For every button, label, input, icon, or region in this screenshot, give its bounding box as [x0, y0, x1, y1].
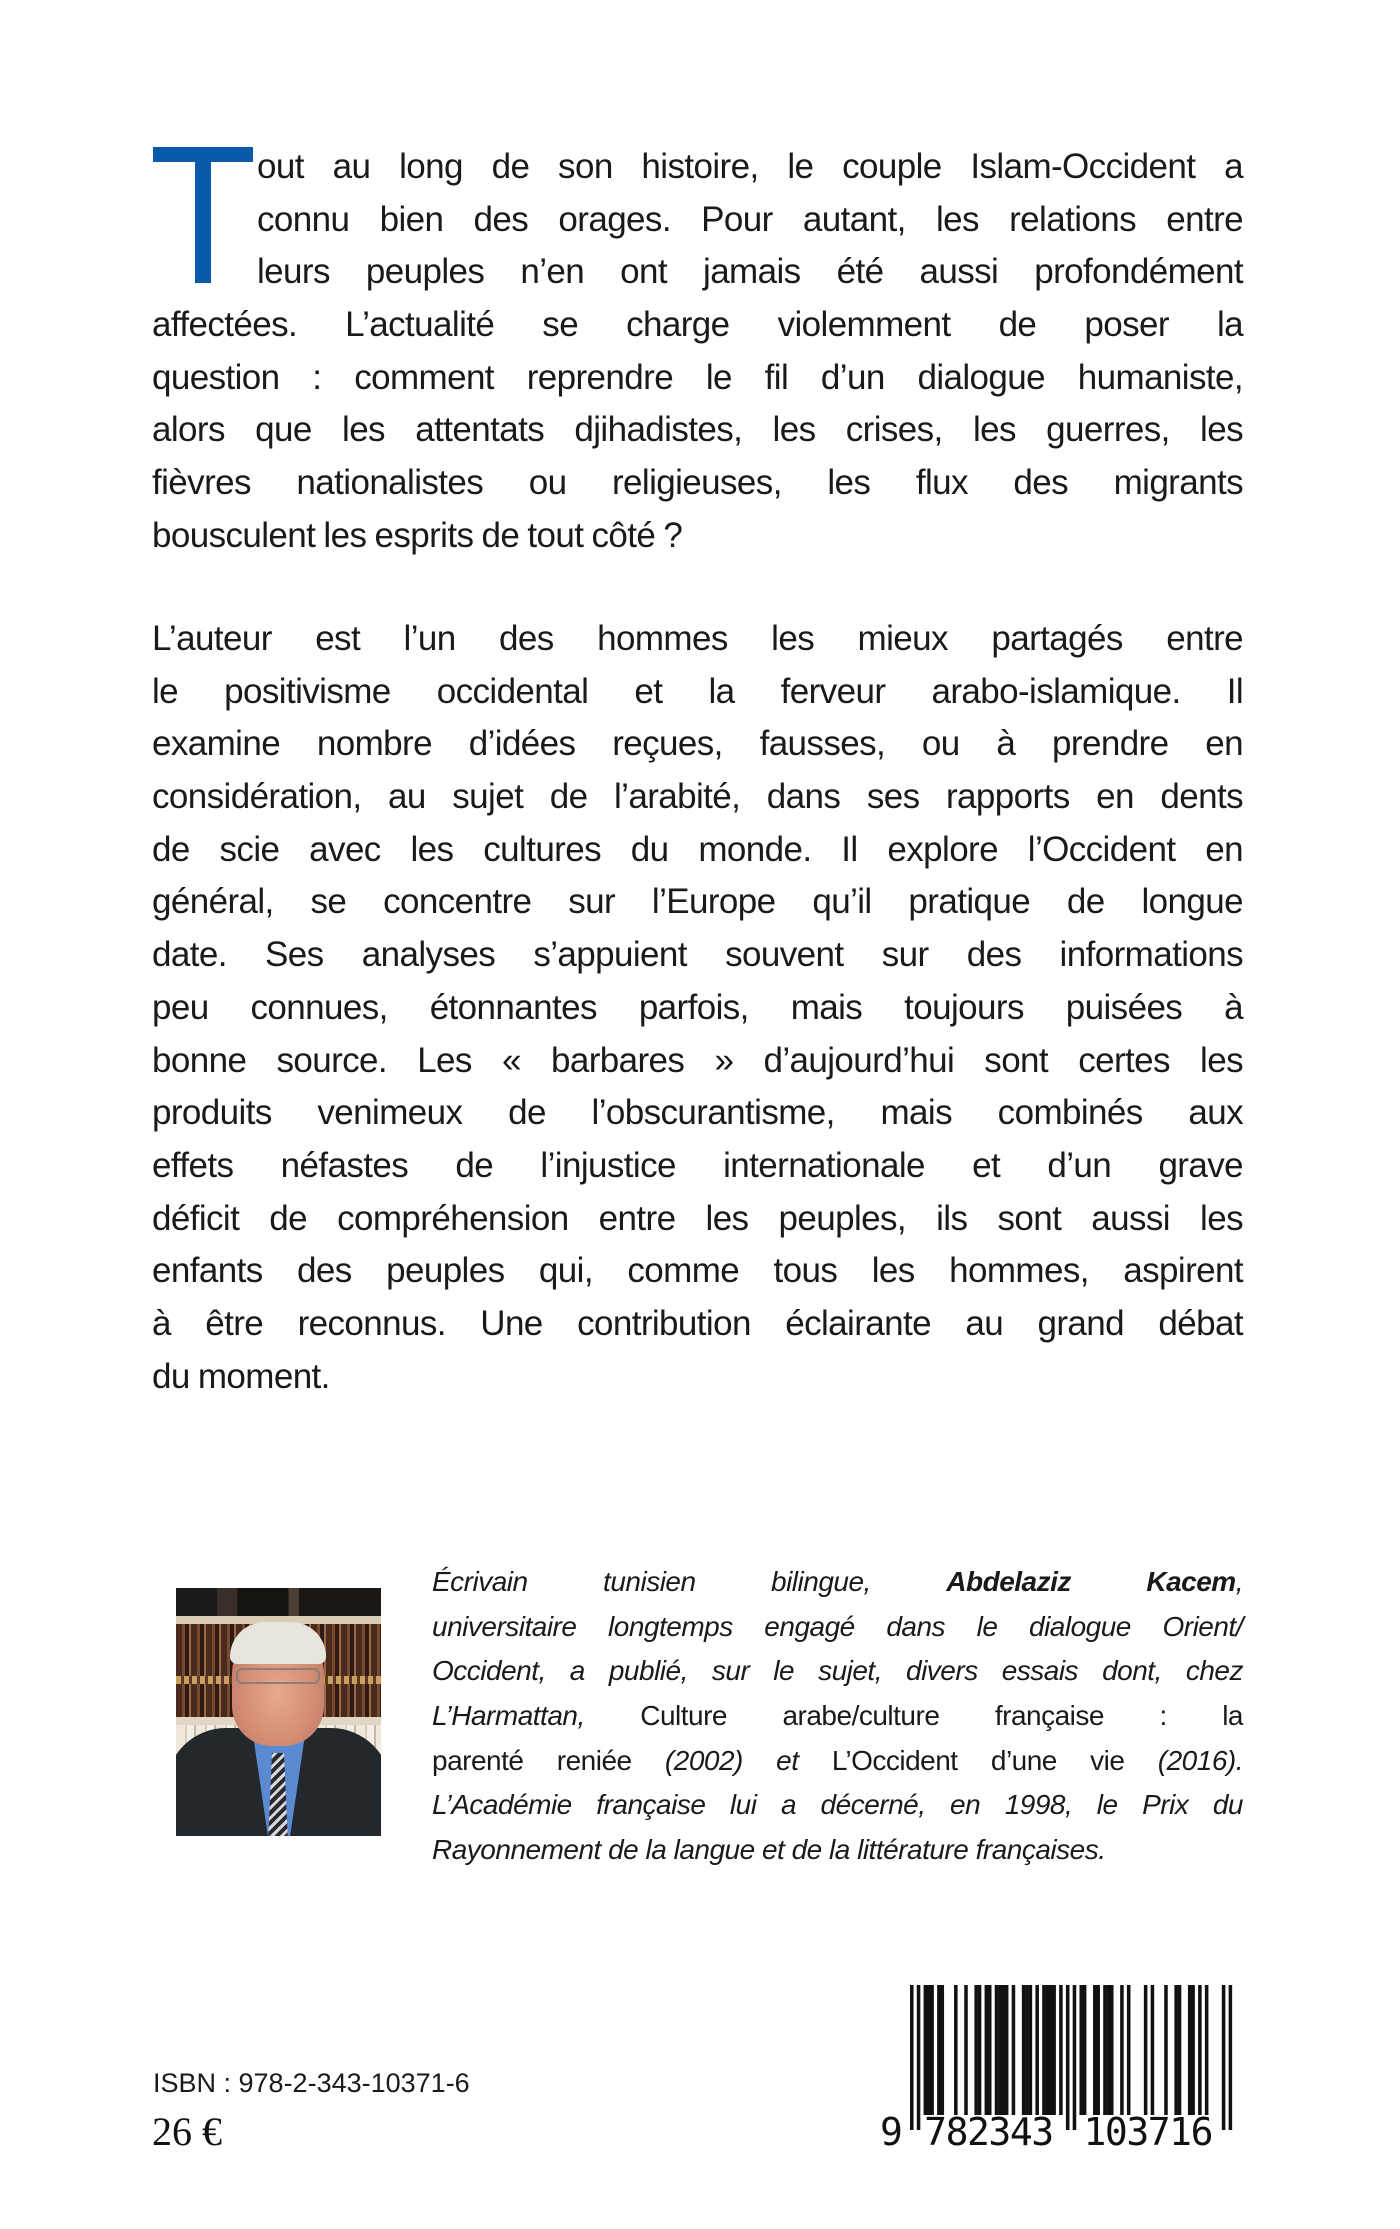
text-line: du moment. — [152, 1356, 330, 1396]
publisher-name: L’Harmattan, — [432, 1700, 585, 1732]
text-line: bousculent les esprits de tout côté ? — [152, 515, 683, 555]
book-title: L’Occident d’une vie — [798, 1744, 1158, 1776]
bio-line: L’Académie française lui a décerné, en 1998, le Prix du — [432, 1789, 1243, 1821]
text-line: leurs peuples n’en ont jamais été aussi profondément — [257, 252, 1243, 292]
bio-line — [432, 1739, 1243, 1784]
text-line: examine nombre d’idées reçues, fausses, ou à prendre en — [152, 724, 1243, 764]
text-line: enfants des peuples qui, comme tous les hommes, aspirent — [152, 1251, 1243, 1291]
text-line: considération, au sujet de l’arabité, dans ses rapports en dents — [152, 777, 1243, 817]
barcode-graphic — [870, 1980, 1250, 2155]
barcode-digits-first: 9 — [880, 2110, 903, 2154]
text-line: de scie avec les cultures du monde. Il explore l’Occident en — [152, 829, 1243, 869]
text-line: le positivisme occidental et la ferveur arabo-islamique. Il — [152, 671, 1243, 711]
author-photo — [176, 1588, 381, 1836]
bio-line — [432, 1560, 1243, 1605]
barcode-digits-right: 103716 — [1083, 2110, 1214, 2154]
text-line: déficit de compréhension entre les peuples, ils sont aussi les — [152, 1198, 1243, 1238]
bio-line — [432, 1694, 1243, 1739]
bio-line: Rayonnement de la langue et de la littérature françaises. — [432, 1834, 1106, 1866]
price: 26 € — [152, 2109, 222, 2154]
text-line: question : comment reprendre le fil d’un dialogue humaniste, — [152, 357, 1243, 397]
isbn-number: ISBN : 978-2-343-10371-6 — [153, 2068, 470, 2098]
text-line: fièvres nationalistes ou religieuses, les flux des migrants — [152, 463, 1243, 503]
bio-line: Occident, a publié, sur le sujet, divers essais dont, chez — [432, 1655, 1243, 1687]
text-line: peu connues, étonnantes parfois, mais toujours puisées à — [152, 987, 1243, 1027]
text-line: général, se concentre sur l’Europe qu’il pratique de longue — [152, 882, 1243, 922]
year: (2016). — [1157, 1744, 1243, 1776]
barcode-digits-left: 782343 — [924, 2110, 1055, 2154]
text-line: bonne source. Les « barbares » d’aujourd’hui sont certes les — [152, 1040, 1243, 1080]
text-line: à être reconnus. Une contribution éclairante au grand débat — [152, 1303, 1243, 1343]
text-line: date. Ses analyses s’appuient souvent sur des informations — [152, 935, 1243, 975]
author-bio — [432, 1560, 1243, 1873]
text-line: affectées. L’actualité se charge violemment de poser la — [152, 305, 1243, 345]
text-line: alors que les attentats djihadistes, les crises, les guerres, les — [152, 410, 1243, 450]
book-title: parenté reniée — [432, 1744, 665, 1776]
blurb-paragraph-1 — [152, 141, 1243, 563]
text-line: connu bien des orages. Pour autant, les relations entre — [257, 199, 1243, 239]
bookshelf-top — [176, 1588, 381, 1616]
portrait-glasses — [236, 1668, 320, 1684]
text-line: produits venimeux de l’obscurantisme, mais combinés aux — [152, 1093, 1243, 1133]
bio-line: universitaire longtemps engagé dans le dialogue Orient/ — [432, 1610, 1243, 1642]
portrait-hair — [230, 1622, 326, 1664]
text-line: out au long de son histoire, le couple Islam-Occident a — [257, 147, 1243, 186]
author-name: Abdelaziz Kacem — [946, 1566, 1236, 1597]
bio-text: , — [1235, 1566, 1243, 1597]
text-line: L’auteur est l’un des hommes les mieux partagés entre — [152, 619, 1243, 658]
year: (2002) et — [664, 1744, 799, 1776]
bio-text: Écrivain tunisien bilingue, — [432, 1566, 947, 1597]
text-line: effets néfastes de l’injustice internationale et d’un grave — [152, 1145, 1243, 1185]
book-title: Culture arabe/culture française : la — [584, 1700, 1243, 1732]
blurb-paragraph-2 — [152, 613, 1243, 1403]
ean13-barcode — [870, 1980, 1250, 2155]
